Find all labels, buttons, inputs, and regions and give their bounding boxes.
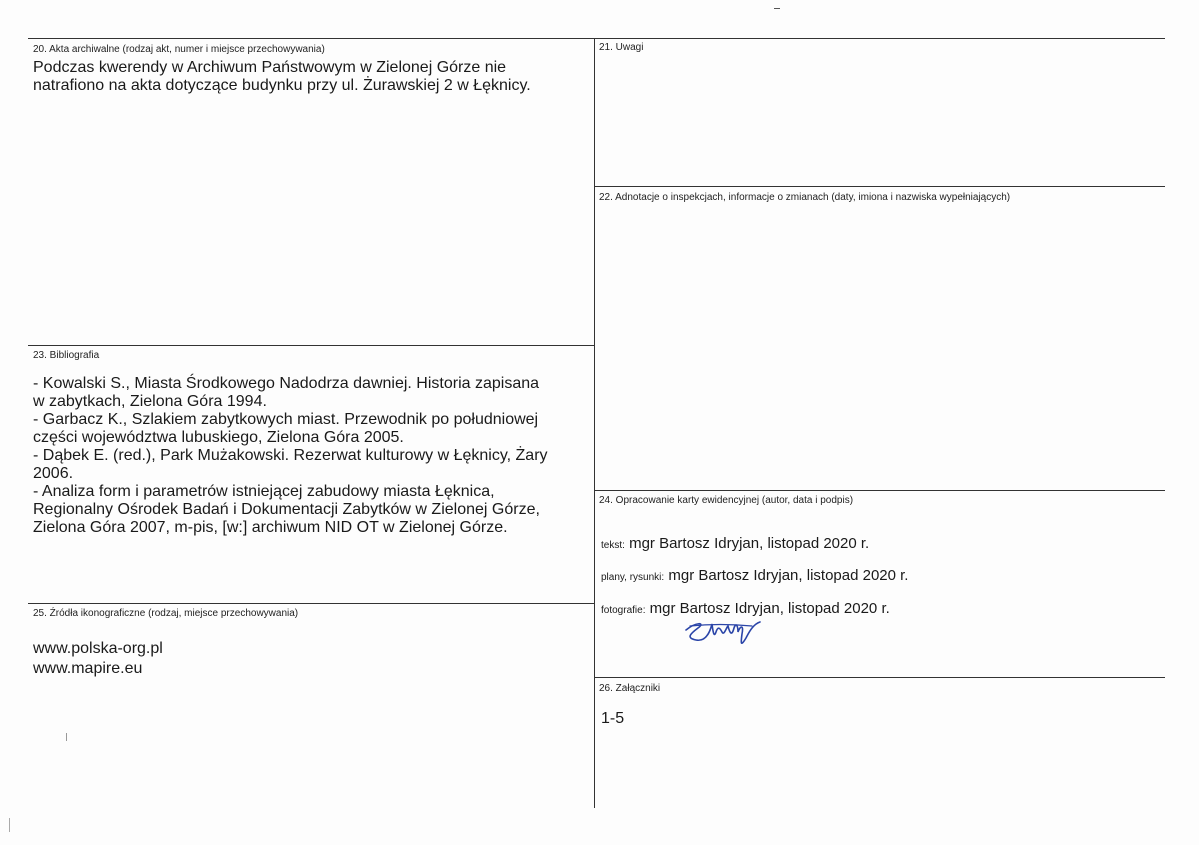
center-divider — [594, 38, 595, 808]
author-row-plans — [601, 567, 908, 587]
row-value: mgr Bartosz Idryjan, listopad 2020 r. — [649, 600, 890, 617]
section-26-label: 26. Załączniki — [599, 683, 661, 694]
iconography-link-2: www.mapire.eu — [33, 660, 143, 677]
handwritten-signature — [680, 612, 780, 652]
section-22-label: 22. Adnotacje o inspekcjach, informacje o zmianach (daty, imiona i nazwiska wypełniających) — [599, 192, 1011, 203]
rule-24-26 — [594, 677, 1165, 678]
author-row-text — [601, 535, 869, 555]
section-21-label: 21. Uwagi — [599, 42, 644, 53]
rule-23-25 — [28, 603, 594, 604]
top-rule — [28, 38, 1165, 39]
scan-mark — [774, 8, 780, 9]
rule-22-24 — [594, 490, 1165, 491]
row-value: mgr Bartosz Idryjan, listopad 2020 r. — [629, 535, 870, 552]
section-25-label: 25. Źródła ikonograficzne (rodzaj, miejsce przechowywania) — [33, 608, 299, 619]
scan-mark — [66, 733, 67, 741]
row-prefix: fotografie: — [601, 605, 646, 616]
row-value: mgr Bartosz Idryjan, listopad 2020 r. — [668, 567, 909, 584]
rule-21-22 — [594, 186, 1165, 187]
row-prefix: tekst: — [601, 540, 625, 551]
section-20-label: 20. Akta archiwalne (rodzaj akt, numer i miejsce przechowywania) — [33, 44, 325, 55]
attachments-value: 1-5 — [601, 710, 625, 727]
section-23-label: 23. Bibliografia — [33, 350, 100, 361]
section-24-label: 24. Opracowanie karty ewidencyjnej (autor, data i podpis) — [599, 495, 854, 506]
section-20-text: Podczas kwerendy w Archiwum Państwowym w Zielonej Górze nie natrafiono na akta dotyczące budynku przy ul. Żurawskiej 2 w Łęknicy. — [33, 59, 531, 94]
row-prefix: plany, rysunki: — [601, 572, 665, 583]
scan-mark — [9, 818, 10, 832]
section-23-bibliography: - Kowalski S., Miasta Środkowego Nadodrza dawniej. Historia zapisana w zabytkach, Zielona Góra 1994. - Garbacz K., Szlakiem zabytkowych miast. Przewodnik po południowej części województwa lubuskiego, Zielona Góra 2005. - Dąbek E. (red.), Park Mużakowski. Rezerwat kulturowy w Łęknicy, Żary 2006. - Analiza form i parametrów istniejącej zabudowy miasta Łęknica, Regionalny Ośrodek Badań i Dokumentacji Zabytków w Zielonej Górze, Zielona Góra 2007, m-pis, [w:] archiwum NID OT w Zielonej Górze. — [33, 375, 548, 536]
iconography-link-1: www.polska-org.pl — [33, 640, 163, 657]
rule-20-23 — [28, 345, 594, 346]
